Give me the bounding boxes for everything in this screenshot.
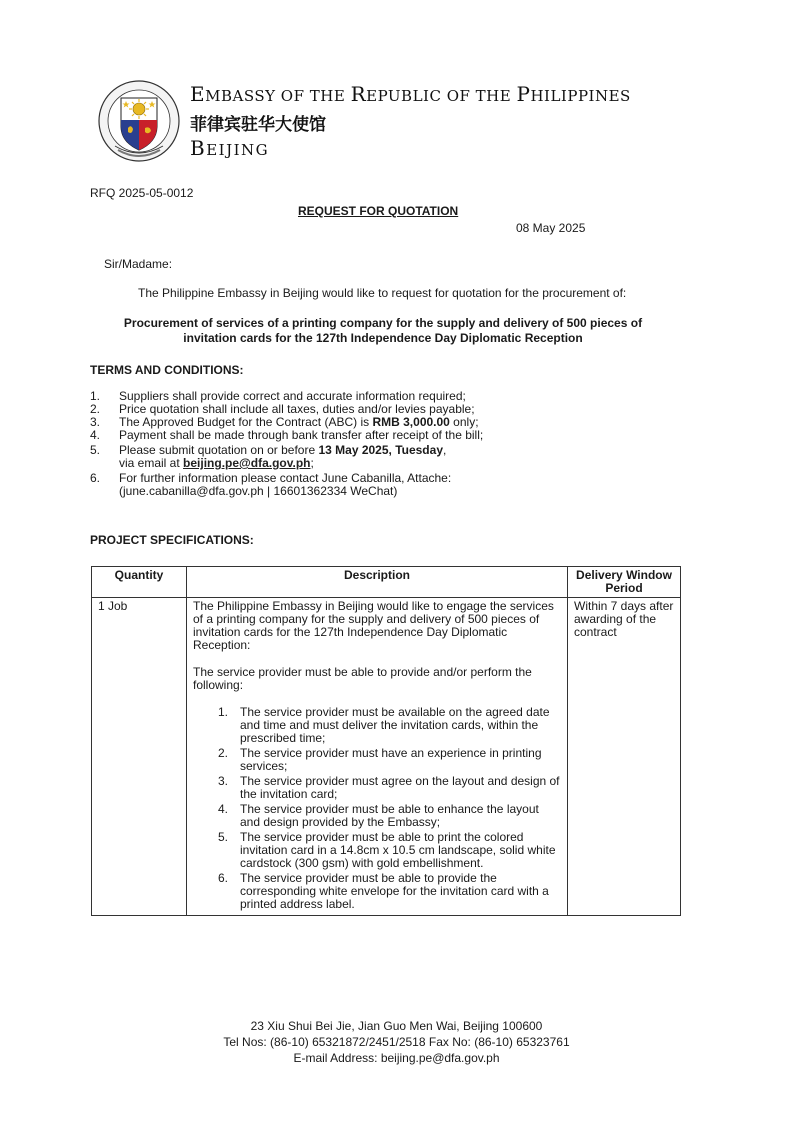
footer-phones: Tel Nos: (86-10) 65321872/2451/2518 Fax No: (86-10) 65323761 [223,1035,570,1049]
quantity-column-header: Quantity [92,567,187,598]
term-item: 5. Please submit quotation on or before 13 May 2025, Tuesday, via email at beijing.pe@dfa.gov.ph; [90,443,447,470]
list-item: 5. The service provider must be able to print the colored invitation card in a 14.8cm x 10.5 cm landscape, solid white cardstock (300 gsm) with gold embellishment. [218,830,556,870]
procurement-subject [90,316,676,346]
quantity-cell: 1 Job [92,598,187,916]
term-item: 2. Price quotation shall include all taxes, duties and/or levies payable; [90,402,475,416]
specifications-heading: PROJECT SPECIFICATIONS: [90,533,254,547]
embassy-name: EMBASSY OF THE REPUBLIC OF THE PHILIPPINES [190,82,631,106]
philippine-coat-of-arms-icon [98,80,180,162]
submission-email-link[interactable]: beijing.pe@dfa.gov.ph [183,456,311,470]
term-item: 4. Payment shall be made through bank transfer after receipt of the bill; [90,428,484,442]
description-paragraph: The Philippine Embassy in Beijing would like to engage the services of a printing company for the supply and delivery of 500 pieces of invitation cards for the 127th Independence Day Diplomatic Reception: [193,599,554,652]
term-item: 3. The Approved Budget for the Contract (ABC) is RMB 3,000.00 only; [90,415,479,429]
list-item: 6. The service provider must be able to provide the corresponding white envelope for the invitation card with a printed address label. [218,871,549,911]
table-header-row [92,567,681,598]
embassy-city: BEIJING [190,136,270,160]
salutation: Sir/Madame: [104,257,173,271]
subject-line-1: Procurement of services of a printing company for the supply and delivery of 500 pieces of [123,316,643,330]
document-title: REQUEST FOR QUOTATION [298,204,459,218]
description-column-header: Description [187,567,568,598]
list-item: 2. The service provider must have an experience in printing services; [218,746,542,773]
table-row [92,598,681,916]
delivery-column-header: Delivery Window Period [568,567,681,598]
list-item: 3. The service provider must agree on the layout and design of the invitation card; [218,774,560,801]
intro-paragraph: The Philippine Embassy in Beijing would like to request for quotation for the procurement of: [138,286,627,300]
footer [0,1018,793,1066]
description-cell [187,598,568,916]
delivery-cell: Within 7 days after awarding of the contract [568,598,681,916]
list-item: 4. The service provider must be able to enhance the layout and design provided by the Embassy; [218,802,539,829]
service-requirements-list [193,706,561,911]
specifications-table [91,566,681,916]
terms-list [90,390,650,498]
footer-address: 23 Xiu Shui Bei Jie, Jian Guo Men Wai, Beijing 100600 [250,1019,543,1033]
term-item: 1. Suppliers shall provide correct and accurate information required; [90,389,466,403]
document-date: 08 May 2025 [516,221,586,235]
list-item: 1. The service provider must be available on the agreed date and time and must deliver the invitation cards, within the prescribed time; [218,705,550,745]
terms-heading: TERMS AND CONDITIONS: [90,363,244,377]
footer-email: E-mail Address: beijing.pe@dfa.gov.ph [293,1051,500,1065]
subject-line-2: invitation cards for the 127th Independence Day Diplomatic Reception [183,331,583,345]
reference-number: RFQ 2025-05-0012 [90,186,194,200]
description-paragraph: The service provider must be able to provide and/or perform the following: [193,665,532,692]
embassy-name-chinese: 菲律宾驻华大使馆 [190,115,326,135]
term-item: 6. For further information please contact June Cabanilla, Attache: (june.cabanilla@dfa.gov.ph | 16601362334 WeChat) [90,471,452,498]
